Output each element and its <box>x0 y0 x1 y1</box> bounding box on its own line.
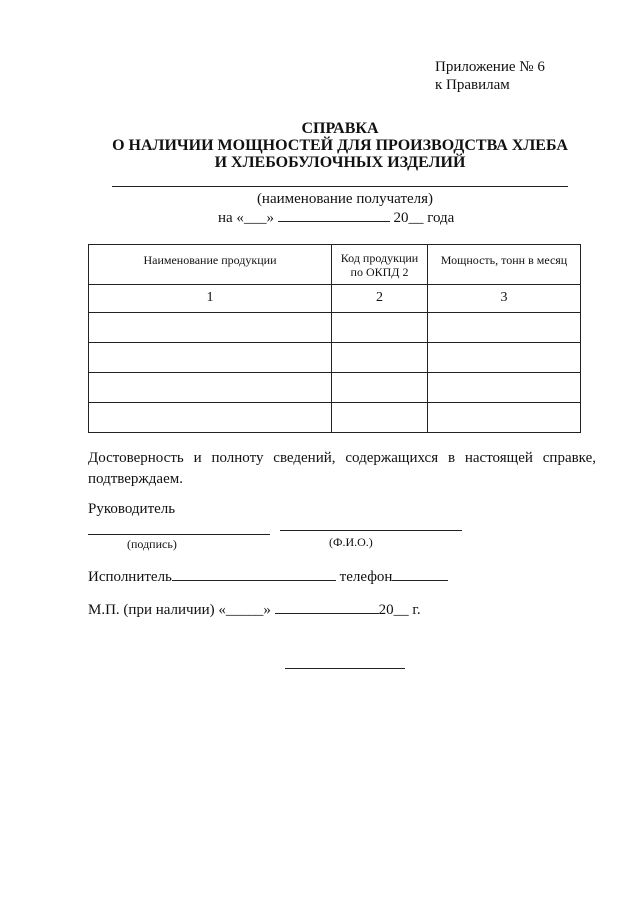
table-row <box>89 343 581 373</box>
stamp-label: М.П. (при наличии) « <box>88 602 226 618</box>
stamp-close-quote: » <box>263 602 271 618</box>
header-product-name: Наименование продукции <box>89 245 332 285</box>
attestation-statement <box>88 448 596 490</box>
table-cell-code[interactable] <box>332 403 428 433</box>
date-month-blank[interactable] <box>278 209 390 222</box>
date-year-prefix: 20 <box>393 210 409 226</box>
attestation-line-1: Достоверность и полноту сведений, содержащихся в настоящей справке, <box>88 450 596 466</box>
head-label: Руководитель <box>88 501 176 517</box>
table-header-row <box>89 245 581 285</box>
document-title <box>80 120 600 171</box>
appendix-reference <box>435 58 545 94</box>
date-line <box>218 209 454 227</box>
stamp-suffix: г. <box>412 602 421 618</box>
date-day-blank[interactable]: ___ <box>243 210 267 226</box>
title-line-3: И ХЛЕБОБУЛОЧНЫХ ИЗДЕЛИЙ <box>214 154 466 171</box>
recipient-caption: (наименование получателя) <box>256 191 434 207</box>
table-row <box>89 313 581 343</box>
table-cell-product[interactable] <box>89 373 332 403</box>
table-row <box>89 373 581 403</box>
phone-blank[interactable] <box>392 568 448 581</box>
executor-line <box>88 568 448 586</box>
table-cell-product[interactable] <box>89 343 332 373</box>
date-year-blank[interactable]: __ <box>408 210 424 226</box>
head-signature-line[interactable] <box>88 534 270 535</box>
recipient-name-line[interactable] <box>112 186 568 187</box>
table-cell-capacity[interactable] <box>428 313 581 343</box>
header-okpd-code: Код продукции по ОКПД 2 <box>332 245 428 285</box>
capacity-table <box>88 244 581 433</box>
table-column-numbers-row <box>89 285 581 313</box>
executor-label: Исполнитель <box>88 569 172 585</box>
table-cell-product[interactable] <box>89 403 332 433</box>
stamp-year-prefix: 20 <box>378 602 394 618</box>
executor-name-blank[interactable] <box>172 568 336 581</box>
appendix-number: Приложение № 6 <box>435 59 545 75</box>
table-cell-product[interactable] <box>89 313 332 343</box>
column-number: 2 <box>332 285 428 313</box>
stamp-year-blank[interactable]: __ <box>393 602 409 618</box>
title-line-2: О НАЛИЧИИ МОЩНОСТЕЙ ДЛЯ ПРОИЗВОДСТВА ХЛЕБА <box>112 137 568 154</box>
table-row <box>89 403 581 433</box>
closing-separator <box>285 668 405 669</box>
name-caption: (Ф.И.О.) <box>329 535 373 549</box>
date-close-quote: » <box>266 210 274 226</box>
title-line-1: СПРАВКА <box>301 120 379 137</box>
stamp-day-blank[interactable]: _____ <box>225 602 264 618</box>
stamp-date-line <box>88 601 421 619</box>
table-cell-code[interactable] <box>332 343 428 373</box>
table-cell-capacity[interactable] <box>428 373 581 403</box>
table-cell-code[interactable] <box>332 313 428 343</box>
attestation-line-2: подтверждаем. <box>88 471 183 487</box>
date-suffix: года <box>427 210 455 226</box>
appendix-rules: к Правилам <box>435 77 510 93</box>
stamp-month-blank[interactable] <box>275 601 379 614</box>
column-number: 1 <box>89 285 332 313</box>
table-cell-capacity[interactable] <box>428 403 581 433</box>
signature-caption: (подпись) <box>127 537 177 551</box>
column-number: 3 <box>428 285 581 313</box>
phone-label: телефон <box>339 569 393 585</box>
header-capacity: Мощность, тонн в месяц <box>428 245 581 285</box>
table-cell-code[interactable] <box>332 373 428 403</box>
table-cell-capacity[interactable] <box>428 343 581 373</box>
date-prefix: на « <box>218 210 244 226</box>
head-name-line[interactable] <box>280 530 462 531</box>
